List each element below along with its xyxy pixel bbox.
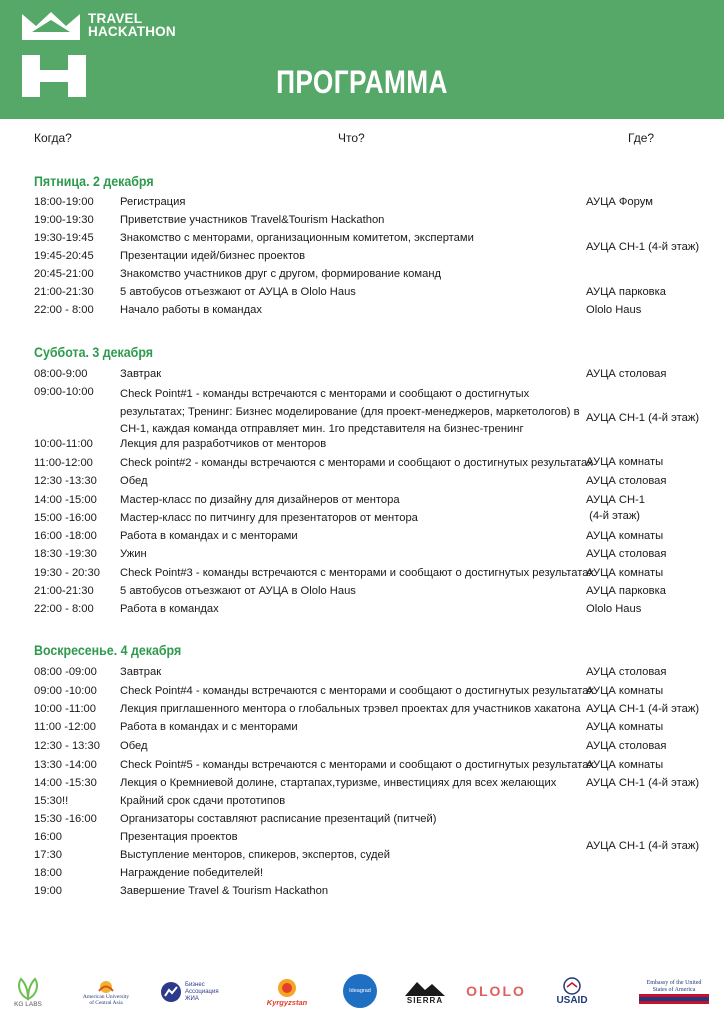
location-label: АУЦА комнаты — [586, 456, 664, 468]
row-activity: Check Point#1 - команды встречаются с менторами и сообщают о достигнутых результатах; Тренинг: Бизнес моделирование (для проект-менеджеров, маркетологов) в СН-1, каждая команда отправляет мин. 1го представителя на бизнес-тренинг — [120, 388, 580, 435]
row-activity: Мастер-класс по дизайну для дизайнеров от ментора — [120, 494, 400, 506]
row-activity: Начало работы в командах — [120, 304, 262, 316]
column-what: Что? — [338, 131, 365, 145]
us-embassy-text: Embassy of the United States of America — [646, 980, 702, 993]
row-activity: 5 автобусов отъезжают от АУЦА в Ololo Haus — [120, 286, 356, 298]
brand-line-hackathon: HACKATHON — [88, 24, 176, 39]
row-time: 15:30!! — [34, 795, 69, 807]
row-time: 10:00 -11:00 — [34, 703, 96, 715]
row-activity: Выступление менторов, спикеров, экспертов, судей — [120, 849, 390, 861]
schedule-row — [0, 885, 724, 903]
row-activity: Презентация проектов — [120, 831, 238, 843]
location-label: АУЦА столовая — [586, 475, 667, 487]
row-time: 15:30 -16:00 — [34, 813, 97, 825]
kg-labs-leaf-icon — [15, 977, 41, 1001]
schedule-row — [0, 214, 724, 232]
sierra-text: SIERRA — [406, 995, 444, 1005]
row-time: 14:00 -15:30 — [34, 777, 97, 789]
row-activity: 5 автобусов отъезжают от АУЦА в Ololo Haus — [120, 585, 356, 597]
usaid-seal-icon — [563, 977, 581, 995]
row-activity: Лекция о Кремниевой долине, стартапах,туризме, инвестициях для всех желающих — [120, 777, 557, 789]
crown-logo-icon — [22, 10, 80, 40]
column-when: Когда? — [34, 131, 72, 145]
schedule-row — [0, 867, 724, 885]
ololo-text: OLOLO — [466, 983, 526, 999]
ololo-logo — [464, 980, 528, 1002]
row-time: 22:00 - 8:00 — [34, 603, 94, 615]
location-label: АУЦА СН-1 — [586, 494, 646, 506]
location-label: АУЦА комнаты — [586, 721, 664, 733]
column-headers — [0, 131, 724, 149]
row-time: 16:00 -18:00 — [34, 530, 97, 542]
row-time: 19:00-19:30 — [34, 214, 94, 226]
biz-association-logo — [160, 978, 232, 1006]
row-time: 17:30 — [34, 849, 62, 861]
row-activity: Крайний срок сдачи прототипов — [120, 795, 286, 807]
kyrgyzstan-logo — [260, 972, 314, 1012]
row-time: 11:00-12:00 — [34, 457, 93, 469]
location-label: АУЦА Форум — [586, 196, 653, 208]
location-label: АУЦА СН-1 (4-й этаж) — [586, 840, 700, 852]
row-activity: Ужин — [120, 548, 147, 560]
row-activity: Работа в командах — [120, 603, 219, 615]
schedule-row — [0, 813, 724, 831]
column-where: Где? — [628, 131, 655, 145]
schedule-row — [0, 795, 724, 813]
row-activity: Check Point#3 - команды встречаются с менторами и сообщают о достигнутых результатах — [120, 567, 595, 579]
location-label: АУЦА столовая — [586, 740, 667, 752]
header-banner — [0, 0, 724, 119]
row-activity: Лекция для разработчиков от менторов — [120, 438, 327, 450]
row-time: 12:30 - 13:30 — [34, 740, 100, 752]
biz-association-text: Бизнес Ассоциация ЖИА — [185, 981, 219, 1002]
row-time: 11:00 -12:00 — [34, 721, 96, 733]
sierra-mountain-icon — [405, 980, 445, 996]
row-time: 19:45-20:45 — [34, 250, 94, 262]
schedule-row — [0, 268, 724, 286]
section-sunday-title: Воскресенье. 4 декабря — [34, 643, 182, 658]
kyrgyzstan-sun-icon — [276, 978, 298, 998]
row-time: 10:00-11:00 — [34, 438, 93, 450]
row-activity: Знакомство участников друг с другом, формирование команд — [120, 268, 442, 280]
kyrgyzstan-text: Kyrgyzstan — [266, 997, 308, 1007]
section-saturday-title: Суббота. 3 декабря — [34, 345, 154, 360]
row-time: 13:30 -14:00 — [34, 759, 97, 771]
page-title: ПРОГРАММА — [276, 64, 448, 100]
row-activity: Награждение победителей! — [120, 867, 264, 879]
row-time: 19:30-19:45 — [34, 232, 94, 244]
row-time: 09:00-10:00 — [34, 386, 94, 398]
auca-logo — [82, 972, 130, 1012]
row-time: 08:00 -09:00 — [34, 666, 97, 678]
row-activity: Check point#2 - команды встречаются с менторами и сообщают о достигнутых результатах — [120, 457, 593, 469]
row-activity: Регистрация — [120, 196, 186, 208]
usaid-text: USAID — [556, 994, 588, 1006]
row-time: 21:00-21:30 — [34, 286, 94, 298]
location-label: АУЦА парковка — [586, 286, 666, 298]
auca-sun-icon — [97, 978, 115, 994]
location-label: (4-й этаж) — [586, 510, 641, 522]
location-label: Ololo Haus — [586, 603, 642, 615]
ideagrad-text: Ideagrad — [349, 988, 371, 994]
us-embassy-logo — [636, 972, 712, 1012]
row-time: 15:00 -16:00 — [34, 512, 97, 524]
row-time: 12:30 -13:30 — [34, 475, 97, 487]
row-activity: Лекция приглашенного ментора о глобальных трэвел проектах для участников хакатона — [120, 703, 581, 715]
row-time: 18:00 — [34, 867, 62, 879]
location-label: АУЦА парковка — [586, 585, 666, 597]
kg-labs-logo — [12, 972, 44, 1012]
row-time: 18:00-19:00 — [34, 196, 94, 208]
row-activity: Работа в командах и с менторами — [120, 530, 298, 542]
location-label: АУЦА комнаты — [586, 685, 664, 697]
location-label: АУЦА СН-1 (4-й этаж) — [586, 412, 700, 424]
row-activity: Check Point#5 - команды встречаются с менторами и сообщают о достигнутых результатах — [120, 759, 595, 771]
location-label: АУЦА столовая — [586, 548, 667, 560]
auca-text: American University of Central Asia — [82, 994, 130, 1006]
biz-association-icon — [160, 981, 182, 1003]
row-activity: Check Point#4 - команды встречаются с менторами и сообщают о достигнутых результатах — [120, 685, 595, 697]
brand-line-travel: TRAVEL — [88, 11, 143, 26]
row-activity: Обед — [120, 740, 148, 752]
usaid-logo — [546, 970, 598, 1012]
row-activity: Работа в командах и с менторами — [120, 721, 298, 733]
ideagrad-logo — [343, 974, 377, 1008]
row-activity: Завтрак — [120, 368, 162, 380]
section-friday-title: Пятница. 2 декабря — [34, 174, 154, 189]
row-activity: Обед — [120, 475, 148, 487]
row-time: 20:45-21:00 — [34, 268, 94, 280]
location-label: АУЦА столовая — [586, 666, 667, 678]
row-activity: Приветствие участников Travel&Tourism Hackathon — [120, 214, 385, 226]
row-time: 19:30 - 20:30 — [34, 567, 100, 579]
row-time: 18:30 -19:30 — [34, 548, 97, 560]
us-flag-stripe-icon — [639, 994, 709, 1004]
location-label: АУЦА комнаты — [586, 530, 664, 542]
row-time: 09:00 -10:00 — [34, 685, 97, 697]
row-time: 08:00-9:00 — [34, 368, 88, 380]
sierra-logo — [400, 974, 450, 1010]
row-activity: Организаторы составляют расписание презентаций (питчей) — [120, 813, 437, 825]
row-time: 14:00 -15:00 — [34, 494, 97, 506]
sponsor-logos — [0, 966, 724, 1016]
row-time: 16:00 — [34, 831, 62, 843]
kg-labs-text: KG LABS — [14, 1000, 42, 1008]
row-activity: Знакомство с менторами, организационным комитетом, экспертами — [120, 232, 474, 244]
row-activity: Презентации идей/бизнес проектов — [120, 250, 306, 262]
row-time: 19:00 — [34, 885, 62, 897]
row-activity: Завтрак — [120, 666, 162, 678]
brand-logo — [22, 10, 176, 40]
location-label: АУЦА комнаты — [586, 567, 664, 579]
row-time: 21:00-21:30 — [34, 585, 94, 597]
location-label: АУЦА комнаты — [586, 759, 664, 771]
schedule-row — [0, 438, 724, 456]
row-activity: Мастер-класс по питчингу для презентаторов от ментора — [120, 512, 418, 524]
row-time: 22:00 - 8:00 — [34, 304, 94, 316]
location-label: АУЦА СН-1 (4-й этаж) — [586, 777, 700, 789]
location-label: АУЦА СН-1 (4-й этаж) — [586, 703, 700, 715]
location-label: АУЦА СН-1 (4-й этаж) — [586, 241, 700, 253]
location-label: АУЦА столовая — [586, 368, 667, 380]
location-label: Ololo Haus — [586, 304, 642, 316]
row-activity: Завершение Travel & Tourism Hackathon — [120, 885, 329, 897]
